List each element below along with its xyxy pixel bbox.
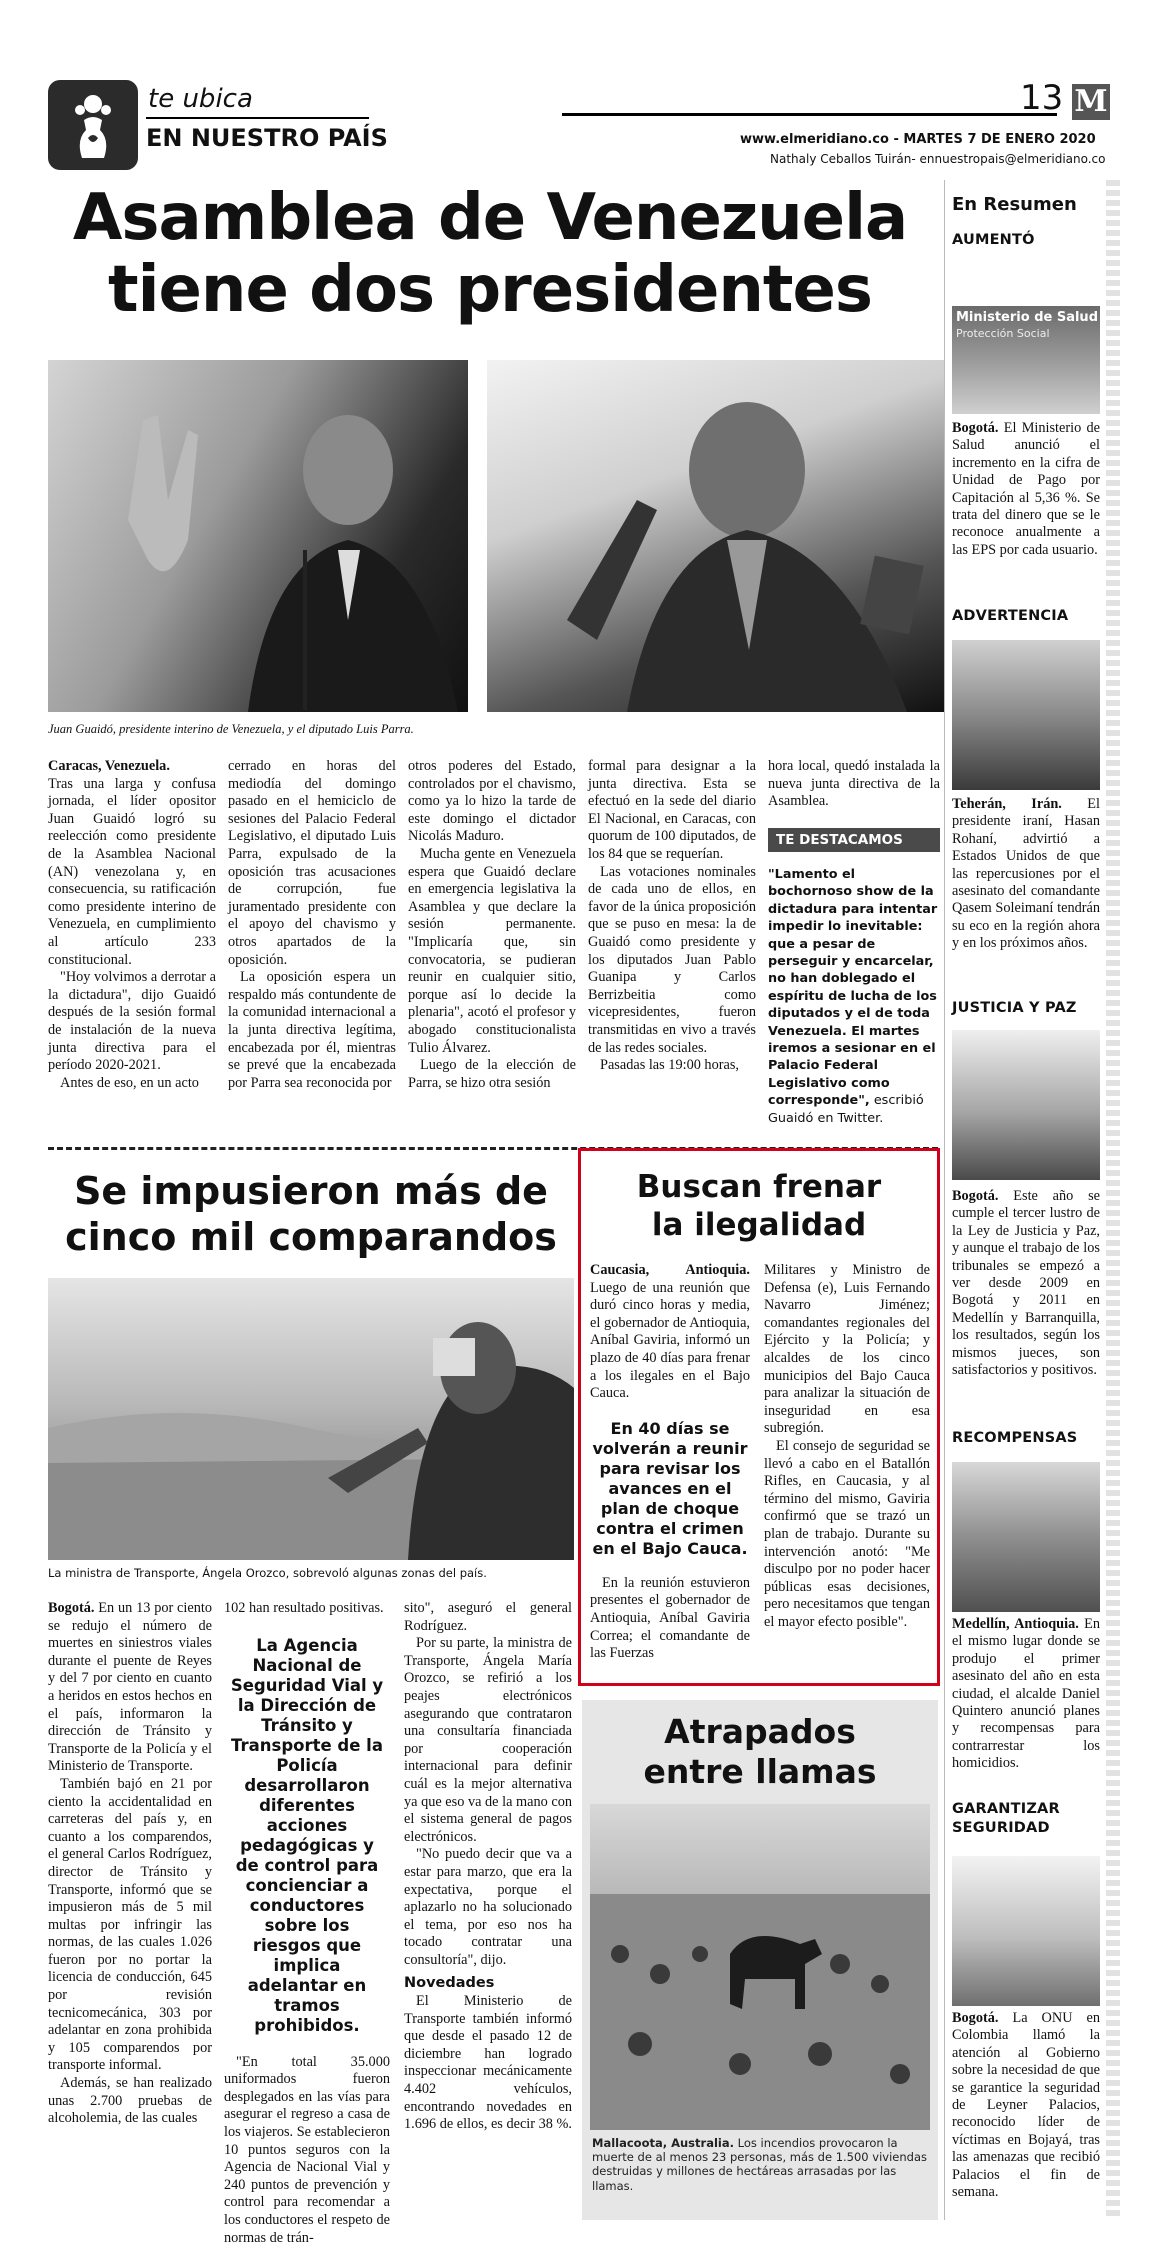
sidebar-item3-text [952, 1188, 1100, 1379]
header-rule [562, 113, 1057, 116]
story3-col-1 [590, 1262, 750, 1663]
story2-dateline: Bogotá. [48, 1600, 95, 1616]
story4-caption-text: Los incendios provocaron la muerte de al menos 23 personas, más de 1.500 viviendas destruidas y millones de hectáreas arrasadas por las llamas. [592, 2136, 927, 2193]
page-number: 13 [1020, 78, 1064, 118]
destacamos-quote-text: "Lamento el bochornoso show de la dictadura para intentar impedir lo inevitable: que a pesar de perseguir y encarcelar, no han doblegado el espíritu de lucha de los diputados y el de toda Venezuela. El martes iremos a sesionar en el Palacio Federal Legislativo como corresponde", [768, 867, 938, 1109]
main-col2-p1: cerrado en horas del mediodía del domingo pasado en el hemiciclo de sesiones del Palacio Federal Legislativo, el diputado Luis Parra, expulsado de la oposición tras acusaciones de corrupción, fue juramentado presidente con el apoyo del chavismo y otros apartados de la oposición. [228, 758, 396, 968]
novedades-heading: Novedades [404, 1975, 495, 1992]
main-col-3 [408, 758, 576, 1092]
sidebar-title: En Resumen [952, 194, 1077, 215]
guaido-photo [48, 360, 468, 712]
main-headline-line1: Asamblea de Venezuela [72, 181, 908, 255]
main-dateline: Caracas, Venezuela. [48, 758, 170, 774]
main-col2-p2: La oposición espera un respaldo más contundente de la comunidad internacional a la junta directiva legítima, encabezada por él, mientras se prevé que la encabezada por Parra sea reconocida por [228, 969, 396, 1091]
main-col4-p3: Pasadas las 19:00 horas, [600, 1057, 739, 1074]
sidebar-rule [944, 180, 945, 2220]
main-col-5 [768, 758, 940, 811]
byline: Nathaly Ceballos Tuirán- ennuestropais@elmeridiano.co [770, 152, 1106, 166]
story2-col-1 [48, 1600, 212, 2128]
story3-headline-line1: Buscan frenar [636, 1169, 882, 1205]
story2-col3-p1: sito", aseguró el general Rodríguez. [404, 1600, 572, 1634]
story2-col1-p3: Además, se han realizado unas 2.700 pruebas de alcoholemia, de las cuales [48, 2075, 212, 2127]
sidebar-item2-heading: ADVERTENCIA [952, 608, 1069, 624]
story2-pull-quote: La Agencia Nacional de Seguridad Vial y la Dirección de Tránsito y Transporte de la Policía desarrollaron diferentes acciones pedagógicas y de control para concienciar a conductores sobre los riesgos que implica adelantar en tramos prohibidos. [230, 1635, 384, 2035]
site-date: www.elmeridiano.co - MARTES 7 DE ENERO 2020 [740, 132, 1096, 147]
vase-icon [48, 80, 138, 170]
parra-photo [487, 360, 945, 712]
sidebar-item5-dateline: Bogotá. [952, 2010, 999, 2026]
story4-headline-line2: entre llamas [643, 1752, 877, 1791]
sidebar-item1-photo-label1: Ministerio de Salud [956, 310, 1098, 325]
sidebar-item1-text [952, 420, 1100, 559]
main-col1-p2: "Hoy volvimos a derrotar a la dictadura", dijo Guaidó después de la sesión formal de instalación de la nueva junta directiva para el período 2020-2021. [48, 969, 216, 1074]
story2-col3-p4: El Ministerio de Transporte también informó que desde el pasado 12 de diciembre han logrado inspeccionar mecánicamente 4.402 vehículos, encontrando novedades en 1.696 de ellos, es decir 38 %. [404, 1993, 572, 2133]
sidebar-item2-body: El presidente iraní, Hasan Rohaní, advirtió a Estados Unidos de que las repercusiones por el asesinato del comandante Qasem Soleimaní tendrán su eco en la región ahora y en los próximos años. [952, 796, 1100, 952]
story4-headline-line1: Atrapados [664, 1712, 856, 1751]
story4-caption [592, 2136, 928, 2193]
sidebar-item4-photo [952, 1462, 1100, 1612]
main-col1-p3: Antes de eso, en un acto [60, 1074, 199, 1091]
sidebar-item3-photo [952, 1030, 1100, 1180]
sidebar-item1-dateline: Bogotá. [952, 420, 999, 436]
main-col3-p3: Luego de la elección de Parra, se hizo otra sesión [408, 1057, 576, 1091]
sidebar-item4-heading: RECOMPENSAS [952, 1430, 1078, 1446]
story2-col1-p1: En un 13 por ciento se redujo el número de muertes en siniestros viales durante el puente de Reyes y del 7 por ciento en cuanto a heridos en estos hechos en el país, informaron la dirección de Tránsito y Transporte de la Policía y el Ministerio de Transporte. [48, 1600, 212, 1775]
story2-col-2 [224, 1600, 390, 2247]
minister-photo [48, 1278, 574, 1560]
story4-caption-dateline: Mallacoota, Australia. [592, 2136, 734, 2150]
main-col3-p2: Mucha gente en Venezuela espera que Guaidó declare en emergencia legislativa la Asamblea y que declare la sesión permanente. "Implicaría que, sin convocatoria, se pudieran reunir en cualquier sitio, porque así lo decide la plenaria", acotó el profesor y abogado constitucionalista Tulio Álvarez. [408, 845, 576, 1056]
story3-col1-p1: Luego de una reunión que duró cinco horas y media, el gobernador de Antioquia, Aníbal Gaviria, informó un plazo de 40 días para frenar a los ilegales en el Bajo Cauca. [590, 1279, 750, 1402]
sidebar-item2-photo [952, 640, 1100, 790]
sidebar-item3-heading: JUSTICIA Y PAZ [952, 1000, 1077, 1016]
story3-col2-p2: El consejo de seguridad se llevó a cabo en el Batallón Rifles, en Caucasia, y al término del mismo, Gaviria confirmó que se trazó un plan de trabajo. Durante su intervención anotó: "Me disculpo por no poder hacer públicas esas decisiones, pero necesitamos que tengan el mayor efecto posible". [764, 1437, 930, 1630]
story3-dateline: Caucasia, Antioquia. [590, 1262, 750, 1278]
story3-pull-quote: En 40 días se volverán a reunir para revisar los avances en el plan de choque contra el crimen en el Bajo Cauca. [592, 1418, 748, 1558]
sidebar-item4-body: En el mismo lugar donde se produjo el primer asesinato del año en esta ciudad, el alcalde Daniel Quintero anunció planes y recompensas para contrarrestar los homicidios. [952, 1616, 1100, 1772]
story3-headline [582, 1168, 936, 1244]
story3-col1-p2: En la reunión estuvieron presentes el gobernador de Antioquia, Aníbal Gaviria Correa; el comandante de las Fuerzas [590, 1574, 750, 1662]
main-col1-p1: Tras una larga y confusa jornada, el líder opositor Juan Guaidó logró su reelección como presidente de la Asamblea Nacional (AN) venezolana y, en consecuencia, su ratificación como presidente interino de Venezuela, en cumplimiento al artículo 233 constitucional. [48, 775, 216, 968]
sidebar-item5-photo [952, 1856, 1100, 2006]
main-col-1 [48, 758, 216, 1092]
story3-col2-p1: Militares y Ministro de Defensa (e), Luis Fernando Navarro Jiménez; comandantes regionales del Ejército y la Policía; y alcaldes de los cinco municipios del Bajo Cauca para analizar la situación de inseguridad en esa subregión. [764, 1262, 930, 1437]
fire-photo [590, 1804, 930, 2130]
destacamos-attr: escribió Guaidó en Twitter. [768, 1093, 924, 1126]
story3-headline-line2: la ilegalidad [651, 1207, 867, 1243]
story2-headline-line1: Se impusieron más de [74, 1169, 548, 1213]
destacamos-tag: TE DESTACAMOS [768, 828, 940, 852]
newspaper-logo: M [1072, 84, 1110, 120]
main-col3-p1: otros poderes del Estado, controlados por el chavismo, como ya lo hizo la tarde de este domingo el dictador Nicolás Maduro. [408, 758, 576, 845]
story2-headline-line2: cinco mil comparandos [65, 1215, 557, 1259]
section-big: EN NUESTRO PAÍS [146, 124, 388, 152]
main-headline [40, 182, 940, 326]
story2-col2-top: 102 han resultado positivas. [224, 1600, 384, 1616]
sidebar-pattern [1106, 180, 1120, 2220]
section-small: te ubica [148, 84, 253, 114]
sidebar-item1-photo-label2: Protección Social [956, 327, 1050, 340]
sidebar-item3-dateline: Bogotá. [952, 1188, 999, 1204]
sidebar-item5-heading: GARANTIZAR SEGURIDAD [952, 1801, 1060, 1836]
story2-col1-p2: También bajó en 21 por ciento la accidentalidad en carreteras del país y, en cuanto a los comparendos, el general Carlos Rodríguez, director de Tránsito y Transporte, informó que se impusieron más de 5 mil multas por infringir las normas, de las cuales 1.026 fueron por no portar la licencia de conducción, 645 por revisión tecnicomecánica, 303 por adelantar en zona prohibida y 105 comparendos por transporte informal. [48, 1775, 212, 2074]
story2-col3-p3: "No puedo decir que va a estar para marzo, que era la expectativa, porque el aplazarlo no ha solucionado el tema, por eso nos ha tocado contratar una consultoría", dijo. [404, 1846, 572, 1968]
story2-col2-p1: "En total 35.000 uniformados fueron desplegados en las vías para asegurar el regreso a casa de los viajeros. Se establecieron 10 puntos seguros con la Agencia de Nacional Vial y 240 puntos de prevención y control para recomendar a los conductores el respeto de normas de trán- [224, 2053, 390, 2246]
story2-col3-p2: Por su parte, la ministra de Transporte, Ángela María Orozco, se refirió a los peajes electrónicos asegurando que contrataron una consultaría financiada por cooperación internacional para definir cuál es la mejor alternativa ya que eso va de la mano con el sistema general de pagos electrónicos. [404, 1635, 572, 1845]
main-headline-line2: tiene dos presidentes [107, 253, 873, 327]
sidebar-item2-text [952, 796, 1100, 953]
story2-headline [48, 1168, 574, 1260]
main-col-2 [228, 758, 396, 1092]
main-caption: Juan Guaidó, presidente interino de Venezuela, y el diputado Luis Parra. [48, 722, 414, 736]
section-rule [146, 117, 369, 119]
sidebar-item4-dateline: Medellín, Antioquia. [952, 1616, 1079, 1632]
destacamos-quote [768, 866, 940, 1127]
main-col-4 [588, 758, 756, 1075]
sidebar-item4-text [952, 1616, 1100, 1773]
story2-caption: La ministra de Transporte, Ángela Orozco, sobrevoló algunas zonas del país. [48, 1566, 487, 1580]
main-col5-p1: hora local, quedó instalada la nueva junta directiva de la Asamblea. [768, 758, 940, 810]
story4-headline [582, 1712, 938, 1792]
sidebar-item1-body: El Ministerio de Salud anunció el incremento en la cifra de Unidad de Pago por Capitación al 5,36 %. Se trata del dinero que se le reconoce anualmente a las EPS por cada usuario. [952, 420, 1101, 558]
sidebar-item1-photo [952, 306, 1100, 414]
story2-col-3 [404, 1600, 572, 2134]
story3-col-2 [764, 1262, 930, 1631]
section-logo [48, 80, 138, 170]
sidebar-item5-text [952, 2010, 1100, 2201]
main-col4-p1: formal para designar a la junta directiva. Esta se efectuó en la sede del diario El Nacional, en Caracas, con quorum de 100 diputados, de los 84 que se requerían. [588, 758, 756, 862]
sidebar-item3-body: Este año se cumple el tercer lustro de la Ley de Justicia y Paz, y aunque el trabajo de los tribunales se empezó a ver desde 2009 en Bogotá y 2011 en Medellín y Barranquilla, los resultados, según los mismos jueces, son satisfactorios y positivos. [952, 1188, 1100, 1379]
sidebar-item2-dateline: Teherán, Irán. [952, 796, 1062, 812]
main-col4-p2: Las votaciones nominales de cada uno de ellos, en favor de la única proposición que se puso en mesa: la de Guaidó como presidente y los diputados Juan Pablo Guanipa y Carlos Berrizbeitia como vicepresidentes, fueron transmitidas en vivo a través de las redes sociales. [588, 863, 756, 1056]
sidebar-item1-heading: AUMENTÓ [952, 232, 1035, 248]
sidebar-item5-body: La ONU en Colombia llamó la atención al Gobierno sobre la necesidad de que se garantice la seguridad de Leyner Palacios, reconocido líder de víctimas en Bojayá, tras las amenazas que recibió Palacios el fin de semana. [952, 2010, 1100, 2201]
